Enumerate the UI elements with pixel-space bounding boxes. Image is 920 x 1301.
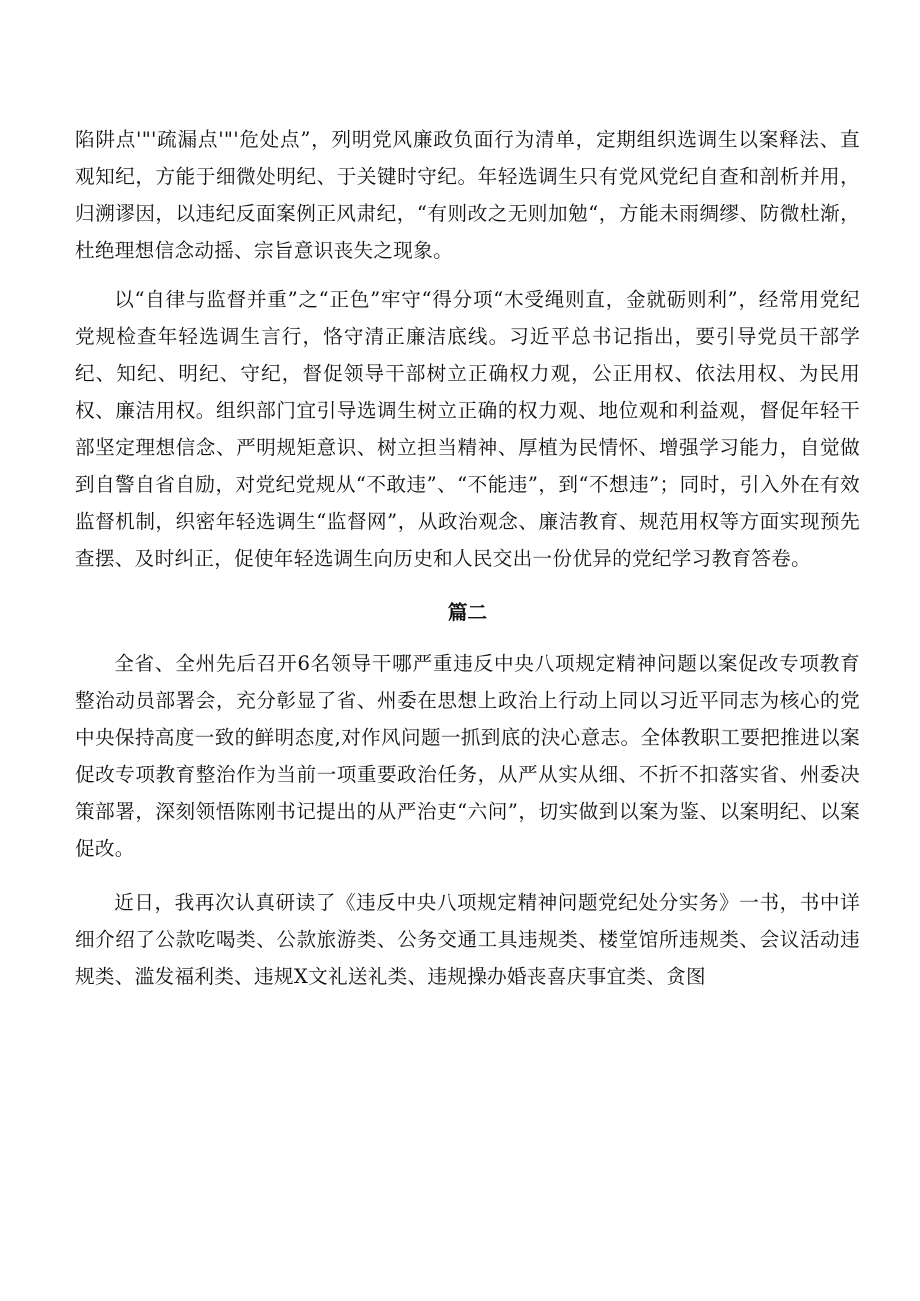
document-page bbox=[75, 121, 860, 995]
paragraph-1: 陷阱点'"'疏漏点'"'危处点”，列明党风廉政负面行为清单，定期组织选调生以案释法、直观知纪，方能于细微处明纪、于关键时守纪。年轻选调生只有党风党纪自查和剖析并用，归溯谬因，以违纪反面案例正风肃纪，“有则改之无则加勉“，方能未雨绸缪、防微杜渐，杜绝理想信念动摇、宗旨意识丧失之现象。 bbox=[75, 128, 860, 262]
paragraph-2: 以“自律与监督并重”之“正色”牢守“得分项“木受绳则直，金就砺则利”，经常用党纪党规检查年轻选调生言行，恪守清正廉洁底线。习近平总书记指出，要引导党员干部学纪、知纪、明纪、守纪，督促领导干部树立正确权力观，公正用权、依法用权、为民用权、廉洁用权。组织部门宜引导选调生树立正确的权力观、地位观和利益观，督促年轻干部坚定理想信念、严明规矩意识、树立担当精神、厚植为民情怀、增强学习能力，自觉做到自警自省自励，对党纪党规从“不敢违”、“不能违”，到“不想违”；同时，引入外在有效监督机制，织密年轻选调生“监督网”，从政治观念、廉洁教育、规范用权等方面实现预先查摆、及时纠正，促使年轻选调生向历史和人民交出一份优异的党纪学习教育答卷。 bbox=[75, 288, 860, 570]
paragraph-4: 近日，我再次认真研读了《违反中央八项规定精神问题党纪处分实务》一书，书中详细介绍了公款吃喝类、公款旅游类、公务交通工具违规类、楼堂馆所违规类、会议活动违规类、滥发福利类、违规X文礼送礼类、违规操办婚丧喜庆事宜类、贪图 bbox=[75, 891, 860, 988]
paragraph-3: 全省、全州先后召开6名领导干哪严重违反中央八项规定精神问题以案促改专项教育整治动员部署会，充分彰显了省、州委在思想上政治上行动上同以习近平同志为核心的党中央保持高度一致的鲜明态度,对作风问题一抓到底的決心意志。全体教职工要把推进以案促改专项教育整治作为当前一项重要政治任务，从严从实从细、不折不扣落实省、州委决策部署，深刻领悟陈刚书记提出的从严治吏“六问”，切实做到以案为鉴、以案明纪、以案促改。 bbox=[75, 652, 860, 860]
section-heading: 篇二 bbox=[447, 601, 488, 624]
